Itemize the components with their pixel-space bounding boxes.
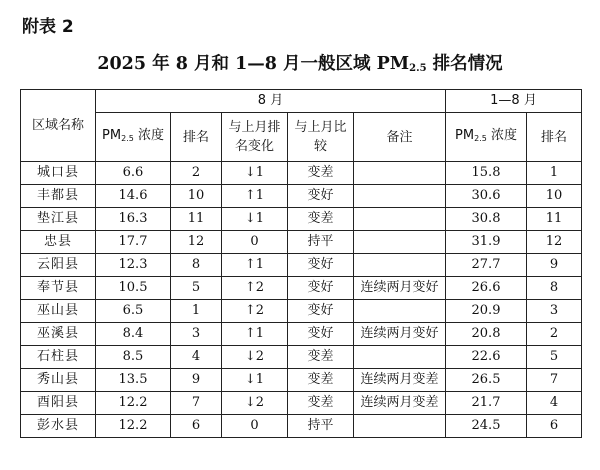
cell-ytd-pm-concentration: 20.9 xyxy=(446,300,527,323)
cell-ytd-rank: 10 xyxy=(527,185,582,208)
cell-ytd-rank: 6 xyxy=(527,415,582,438)
cell-ytd-pm-concentration: 27.7 xyxy=(446,254,527,277)
cell-region: 城口县 xyxy=(21,162,96,185)
table-row xyxy=(21,369,582,392)
cell-ytd-pm-concentration: 15.8 xyxy=(446,162,527,185)
cell-region: 巫山县 xyxy=(21,300,96,323)
cell-pm-concentration: 12.2 xyxy=(96,415,171,438)
cell-note xyxy=(354,415,446,438)
header-region: 区域名称 xyxy=(21,90,96,162)
table-title xyxy=(0,50,600,75)
cell-ytd-rank: 7 xyxy=(527,369,582,392)
cell-rank-change: ↑1 xyxy=(222,323,288,346)
cell-rank-change: ↑1 xyxy=(222,254,288,277)
table-row xyxy=(21,254,582,277)
table-row xyxy=(21,162,582,185)
cell-rank: 3 xyxy=(171,323,222,346)
cell-rank: 10 xyxy=(171,185,222,208)
title-suffix: 排名情况 xyxy=(426,54,503,74)
header-rank: 排名 xyxy=(171,113,222,162)
cell-note: 连续两月变差 xyxy=(354,369,446,392)
cell-compare: 持平 xyxy=(288,231,354,254)
cell-compare: 变好 xyxy=(288,254,354,277)
cell-pm-concentration: 14.6 xyxy=(96,185,171,208)
cell-ytd-pm-concentration: 30.8 xyxy=(446,208,527,231)
cell-rank: 8 xyxy=(171,254,222,277)
title-prefix: 2025 年 8 月和 1—8 月一般区域 PM xyxy=(97,54,410,74)
header-ytd-rank: 排名 xyxy=(527,113,582,162)
cell-compare: 变差 xyxy=(288,346,354,369)
cell-rank: 12 xyxy=(171,231,222,254)
cell-rank: 7 xyxy=(171,392,222,415)
title-subscript: 2.5 xyxy=(409,63,427,74)
cell-rank-change: ↑1 xyxy=(222,185,288,208)
header-month-group: 8 月 xyxy=(96,90,446,113)
cell-rank-change: 0 xyxy=(222,231,288,254)
cell-rank: 5 xyxy=(171,277,222,300)
table-row xyxy=(21,231,582,254)
cell-rank: 1 xyxy=(171,300,222,323)
cell-compare: 变好 xyxy=(288,185,354,208)
cell-compare: 变好 xyxy=(288,277,354,300)
cell-ytd-rank: 11 xyxy=(527,208,582,231)
cell-pm-concentration: 16.3 xyxy=(96,208,171,231)
cell-rank-change: ↓1 xyxy=(222,162,288,185)
cell-pm-concentration: 10.5 xyxy=(96,277,171,300)
cell-rank: 4 xyxy=(171,346,222,369)
cell-compare: 持平 xyxy=(288,415,354,438)
header-ytd-pm-concentration: $PM_{2.5}$ 浓度 xyxy=(446,113,527,162)
cell-note: 连续两月变差 xyxy=(354,392,446,415)
cell-ytd-pm-concentration: 22.6 xyxy=(446,346,527,369)
cell-note xyxy=(354,300,446,323)
cell-compare: 变差 xyxy=(288,369,354,392)
cell-rank: 11 xyxy=(171,208,222,231)
cell-ytd-rank: 9 xyxy=(527,254,582,277)
cell-ytd-pm-concentration: 30.6 xyxy=(446,185,527,208)
cell-region: 云阳县 xyxy=(21,254,96,277)
cell-ytd-pm-concentration: 31.9 xyxy=(446,231,527,254)
cell-note xyxy=(354,208,446,231)
cell-ytd-rank: 12 xyxy=(527,231,582,254)
cell-pm-concentration: 12.2 xyxy=(96,392,171,415)
cell-compare: 变差 xyxy=(288,162,354,185)
cell-note: 连续两月变好 xyxy=(354,277,446,300)
cell-rank-change: ↓2 xyxy=(222,392,288,415)
table-row xyxy=(21,346,582,369)
cell-region: 奉节县 xyxy=(21,277,96,300)
pm25-ranking-table xyxy=(20,89,582,438)
cell-compare: 变差 xyxy=(288,392,354,415)
cell-pm-concentration: 12.3 xyxy=(96,254,171,277)
cell-pm-concentration: 6.5 xyxy=(96,300,171,323)
cell-ytd-rank: 4 xyxy=(527,392,582,415)
cell-note xyxy=(354,254,446,277)
table-row xyxy=(21,300,582,323)
cell-pm-concentration: 8.4 xyxy=(96,323,171,346)
cell-region: 丰都县 xyxy=(21,185,96,208)
cell-ytd-pm-concentration: 26.5 xyxy=(446,369,527,392)
cell-ytd-pm-concentration: 24.5 xyxy=(446,415,527,438)
cell-region: 彭水县 xyxy=(21,415,96,438)
cell-region: 垫江县 xyxy=(21,208,96,231)
cell-region: 石柱县 xyxy=(21,346,96,369)
cell-ytd-rank: 3 xyxy=(527,300,582,323)
cell-region: 酉阳县 xyxy=(21,392,96,415)
table-row xyxy=(21,392,582,415)
cell-note xyxy=(354,162,446,185)
cell-rank: 6 xyxy=(171,415,222,438)
cell-rank-change: ↓1 xyxy=(222,369,288,392)
table-body xyxy=(21,162,582,438)
table-row xyxy=(21,185,582,208)
table-row xyxy=(21,277,582,300)
cell-rank-change: ↑2 xyxy=(222,300,288,323)
cell-rank-change: 0 xyxy=(222,415,288,438)
cell-pm-concentration: 8.5 xyxy=(96,346,171,369)
cell-ytd-rank: 8 xyxy=(527,277,582,300)
cell-region: 秀山县 xyxy=(21,369,96,392)
cell-note xyxy=(354,346,446,369)
cell-ytd-pm-concentration: 21.7 xyxy=(446,392,527,415)
cell-pm-concentration: 6.6 xyxy=(96,162,171,185)
cell-note xyxy=(354,231,446,254)
cell-compare: 变好 xyxy=(288,300,354,323)
cell-compare: 变差 xyxy=(288,208,354,231)
table-row xyxy=(21,415,582,438)
annex-label: 附表 2 xyxy=(22,17,74,37)
cell-rank-change: ↑2 xyxy=(222,277,288,300)
header-compare: 与上月比较 xyxy=(288,113,354,162)
cell-ytd-rank: 2 xyxy=(527,323,582,346)
cell-rank: 9 xyxy=(171,369,222,392)
cell-compare: 变好 xyxy=(288,323,354,346)
cell-pm-concentration: 17.7 xyxy=(96,231,171,254)
header-note: 备注 xyxy=(354,113,446,162)
cell-ytd-rank: 5 xyxy=(527,346,582,369)
cell-note xyxy=(354,185,446,208)
cell-ytd-pm-concentration: 20.8 xyxy=(446,323,527,346)
cell-rank-change: ↓1 xyxy=(222,208,288,231)
cell-pm-concentration: 13.5 xyxy=(96,369,171,392)
header-pm-concentration: $PM_{2.5}$ 浓度 xyxy=(96,113,171,162)
cell-ytd-pm-concentration: 26.6 xyxy=(446,277,527,300)
cell-region: 巫溪县 xyxy=(21,323,96,346)
cell-ytd-rank: 1 xyxy=(527,162,582,185)
cell-note: 连续两月变好 xyxy=(354,323,446,346)
table-row xyxy=(21,323,582,346)
cell-rank-change: ↓2 xyxy=(222,346,288,369)
cell-region: 忠县 xyxy=(21,231,96,254)
cell-rank: 2 xyxy=(171,162,222,185)
header-ytd-group: 1—8 月 xyxy=(446,90,582,113)
table-row xyxy=(21,208,582,231)
header-rank-change: 与上月排名变化 xyxy=(222,113,288,162)
